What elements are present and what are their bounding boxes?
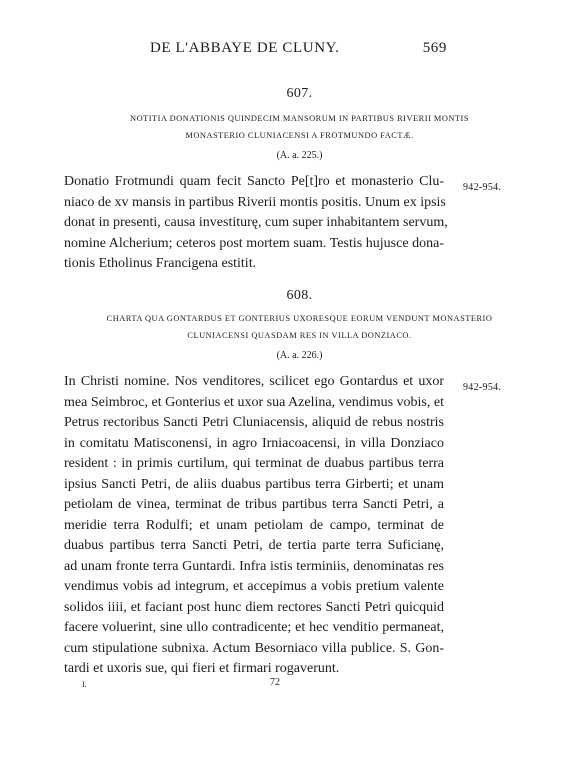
charter-number: 608. — [286, 288, 313, 303]
charter-text — [64, 172, 448, 275]
text-line: duabus partibus terra Sancti Petri, de tertia parte terra Suficianę, — [64, 538, 444, 553]
charter-summary-line: CHARTA QUA GONTARDUS ET GONTERIUS UXORESQUE EORUM VENDUNT MONASTERIO — [106, 314, 493, 323]
text-line: tardi et uxoris sue, qui fieri et firmari rogaverunt. — [64, 661, 340, 676]
text-line: vendimus vobis ad integrum, et accepimus a vobis pretium valente — [64, 579, 444, 594]
margin-date: 942-954. — [463, 182, 502, 193]
text-line: donat in presenti, causa investiturę, cum super inhabitantem servum, — [64, 215, 448, 230]
text-line: solidos iiii, et faciant post hunc diem rectores Sancti Petri quicquid — [64, 599, 444, 615]
text-line: mea Seimbroc, et Gonterius et uxor sua Azelina, vendimus vobis, et — [64, 394, 444, 410]
text-line: Petrus rectoribus Sancti Petri Cluniacensis, aliquid de rebus nostris — [64, 415, 444, 430]
charter-summary-line: NOTITIA DONATIONIS QUINDECIM MANSORUM IN PARTIBUS RIVERII MONTIS — [130, 114, 469, 123]
text-line: cum stipulatione subnixa. Actum Besorniaco villa publice. S. Gon- — [64, 640, 444, 656]
text-line: petiolam de vinea, terminat de tribus partibus terra Sancti Petri, a — [64, 497, 444, 512]
text-line: facere voluerint, sine ullo contradicente; et hec venditio permaneat, — [64, 620, 444, 635]
running-title: DE L'ABBAYE DE CLUNY. — [150, 40, 340, 56]
text-line: tionis Etholinus Francigena estitit. — [64, 256, 257, 271]
text-line: ad unam fronte terra Guntardi. Infra istis terminiis, denominatas res — [64, 558, 444, 574]
charter-summary-line: MONASTERIO CLUNIACENSI A FROTMUNDO FACTÆ. — [185, 131, 414, 140]
text-line: in comitatu Matisconensi, in agro Irniacoacensi, in villa Donziaco — [64, 435, 444, 451]
charter-date: (A. a. 226.) — [276, 350, 323, 361]
charter-608 — [0, 288, 565, 361]
text-line: Donatio Frotmundi quam fecit Sancto Pe[t]ro et monasterio Clu- — [64, 174, 444, 189]
charter-summary — [0, 310, 565, 344]
signature-mark-left: I. — [82, 680, 87, 689]
text-line: ipsius Sancti Petri, de aliis duabus partibus terra Girberti; et unam — [64, 476, 444, 492]
charter-number: 607. — [286, 86, 313, 101]
charter-607 — [0, 86, 565, 161]
text-line: meridie terra Rodulfi; et unam petiolam de campo, terminat de — [64, 517, 444, 533]
signature-mark-right: 72 — [270, 677, 280, 688]
margin-date: 942-954. — [463, 382, 502, 393]
page-number: 569 — [422, 40, 447, 56]
charter-text — [64, 372, 444, 680]
charter-summary — [0, 110, 565, 144]
text-line: In Christi nomine. Nos venditores, scilicet ego Gontardus et uxor — [64, 374, 444, 389]
charter-date: (A. a. 225.) — [276, 150, 323, 161]
text-line: niaco de xv mansis in partibus Riverii montis positis. Unum ex ipsis — [64, 194, 446, 210]
charter-summary-line: CLUNIACENSI QUASDAM RES IN VILLA DONZIACO. — [187, 331, 412, 340]
text-line: resident : in primis curtilum, qui terminat de duabus partibus terra — [64, 456, 444, 471]
text-line: nomine Alcherium; ceteros post mortem suam. Testis hujusce dona- — [64, 235, 444, 251]
